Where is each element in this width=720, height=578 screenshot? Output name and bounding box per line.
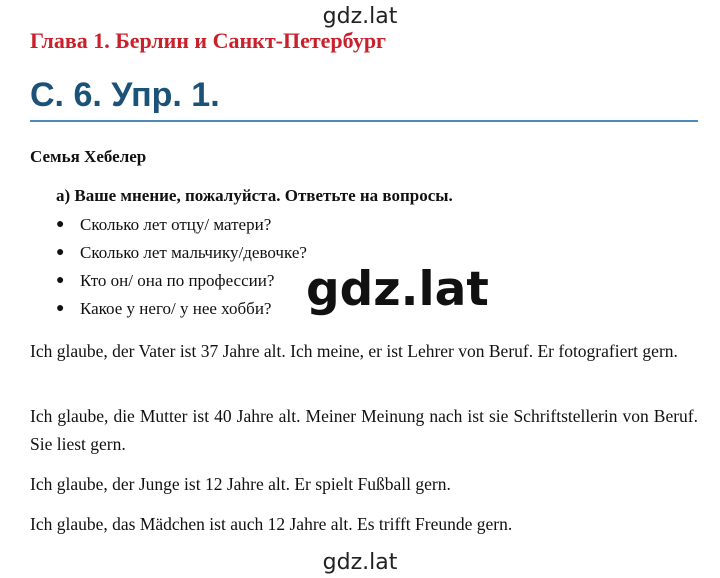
watermark-center: gdz.lat bbox=[306, 262, 489, 317]
bullet-icon: ● bbox=[56, 273, 65, 288]
question-text: Сколько лет отцу/ матери? bbox=[80, 215, 272, 234]
question-text: Кто он/ она по профессии? bbox=[80, 271, 275, 290]
answer-paragraph: Ich glaube, das Mädchen ist auch 12 Jahre alt. Es trifft Freunde gern. bbox=[30, 514, 513, 534]
watermark-bottom: gdz.lat bbox=[322, 550, 398, 575]
bullet-icon: ● bbox=[56, 217, 65, 232]
watermark-top: gdz.lat bbox=[322, 4, 398, 29]
answer-paragraph: Ich glaube, die Mutter ist 40 Jahre alt. Meiner Meinung nach ist sie Schriftstellerin von Beruf. Sie liest gern. bbox=[30, 406, 698, 454]
title-divider bbox=[30, 120, 698, 122]
chapter-heading: Глава 1. Берлин и Санкт-Петербург bbox=[30, 28, 387, 53]
question-text: Сколько лет мальчику/девочке? bbox=[80, 243, 307, 262]
answer-paragraph: Ich glaube, der Vater ist 37 Jahre alt. Ich meine, er ist Lehrer von Beruf. Er fotografiert gern. bbox=[30, 341, 678, 361]
list-item bbox=[56, 270, 307, 298]
question-text: Какое у него/ у нее хобби? bbox=[80, 299, 272, 318]
bullet-icon: ● bbox=[56, 301, 65, 316]
list-item bbox=[56, 298, 307, 326]
question-heading: а) Ваше мнение, пожалуйста. Ответьте на вопросы. bbox=[56, 186, 453, 205]
answer-paragraph: Ich glaube, der Junge ist 12 Jahre alt. Er spielt Fußball gern. bbox=[30, 474, 451, 494]
list-item bbox=[56, 214, 307, 242]
list-item bbox=[56, 242, 307, 270]
page-title: С. 6. Упр. 1. bbox=[30, 76, 220, 114]
bullet-icon: ● bbox=[56, 245, 65, 260]
question-list bbox=[56, 214, 307, 326]
section-heading: Семья Хебелер bbox=[30, 147, 147, 166]
